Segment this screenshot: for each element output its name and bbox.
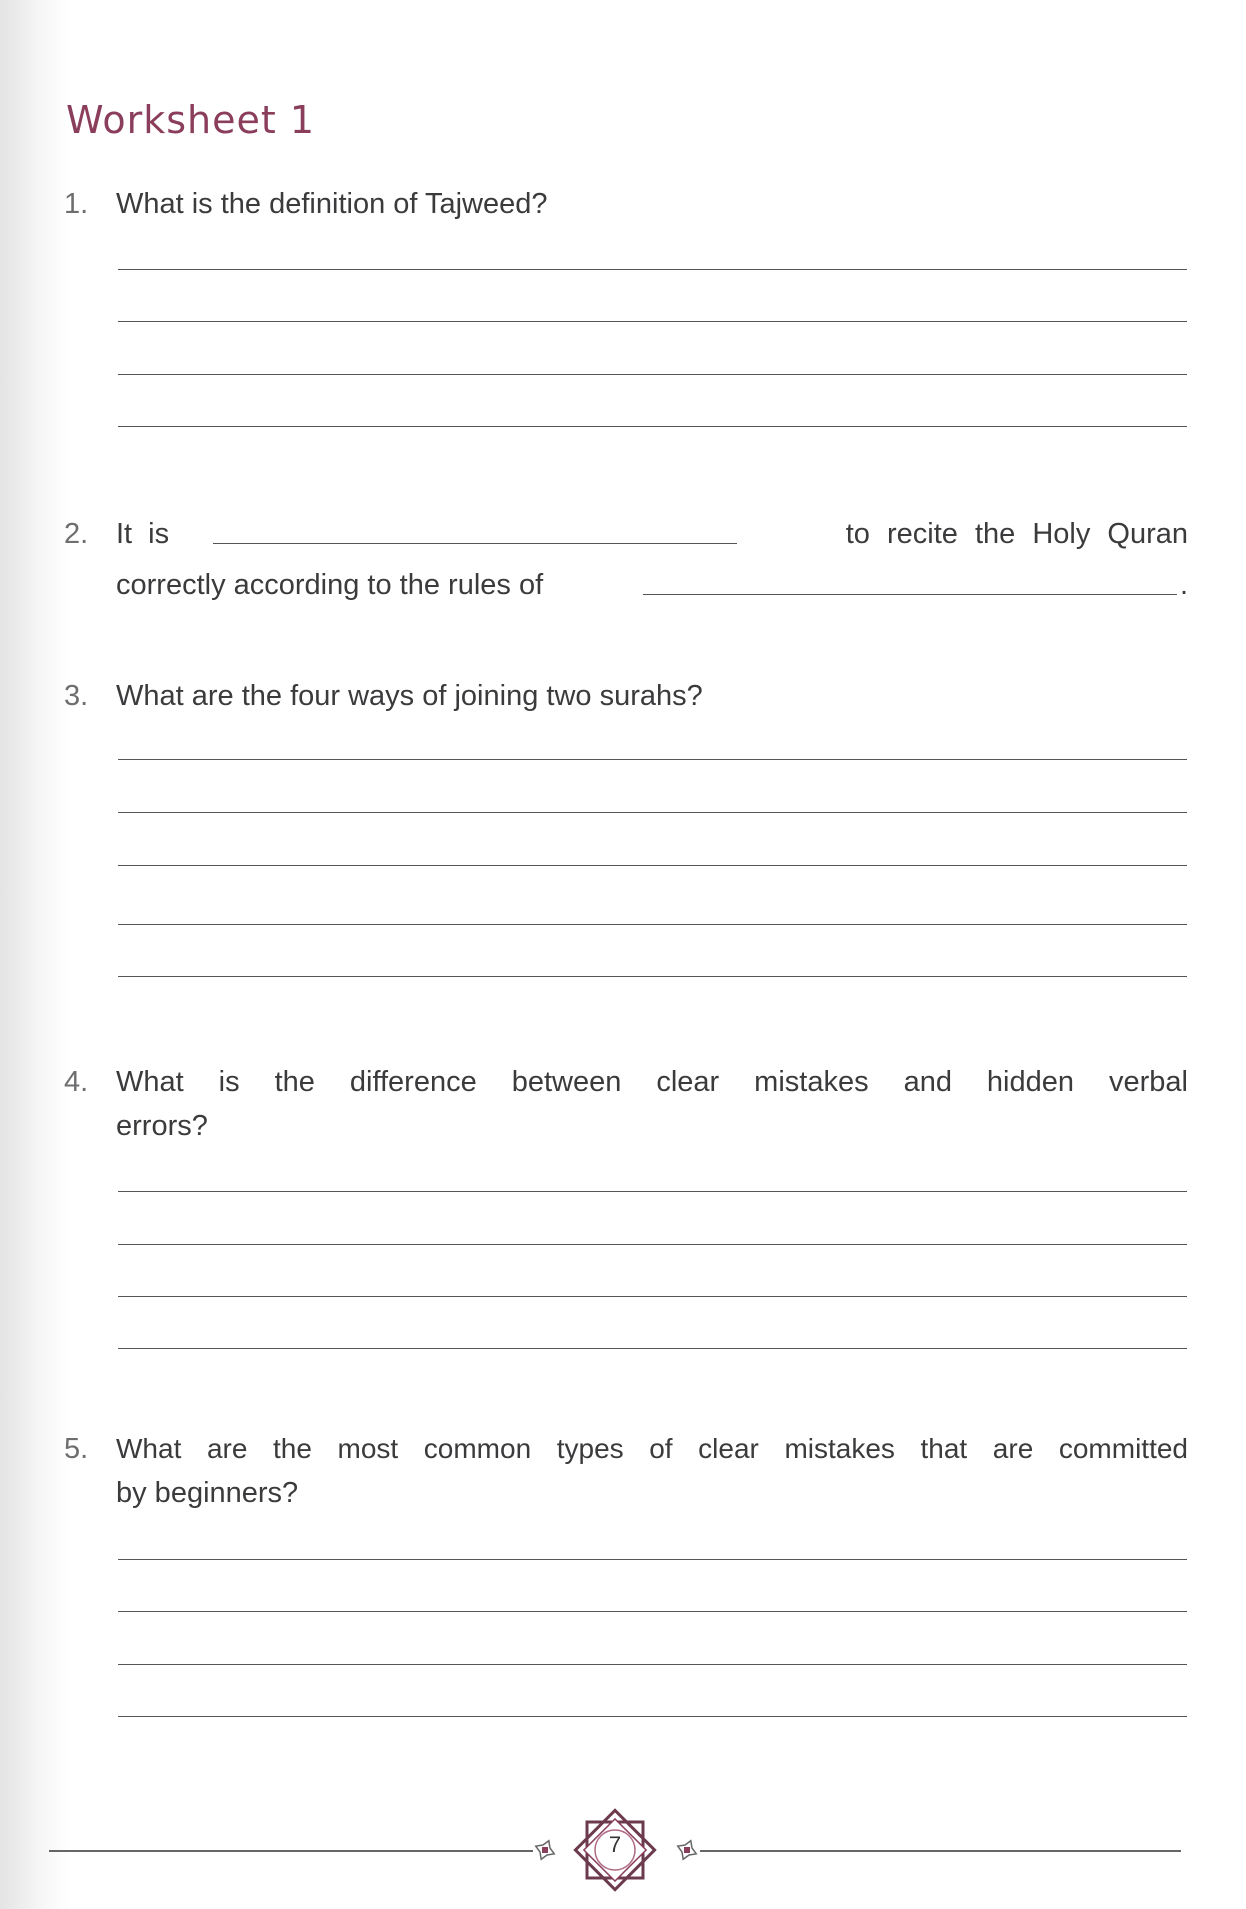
small-star-ornament-icon <box>672 1835 702 1865</box>
answer-line[interactable] <box>118 374 1187 375</box>
fill-blank-2[interactable] <box>643 593 1177 595</box>
question-text: . <box>1179 569 1188 601</box>
question-number: 1. <box>64 188 89 220</box>
answer-line[interactable] <box>118 1716 1187 1717</box>
answer-line[interactable] <box>118 1296 1187 1297</box>
answer-line[interactable] <box>118 1559 1187 1560</box>
answer-line[interactable] <box>118 1191 1187 1192</box>
question-number: 5. <box>64 1433 89 1465</box>
answer-line[interactable] <box>118 924 1187 925</box>
question-text: What is the difference between clear mistakes and hidden verbal <box>116 1066 1188 1098</box>
answer-line[interactable] <box>118 812 1187 813</box>
answer-line[interactable] <box>118 865 1187 866</box>
small-star-ornament-icon <box>530 1835 560 1865</box>
answer-line[interactable] <box>118 1244 1187 1245</box>
question-number: 4. <box>64 1066 89 1098</box>
footer-rule-left <box>49 1850 533 1852</box>
answer-line[interactable] <box>118 759 1187 760</box>
page-number: 7 <box>608 1832 622 1857</box>
answer-line[interactable] <box>118 1348 1187 1349</box>
question-text: correctly according to the rules of <box>116 569 544 601</box>
footer-rule-right <box>700 1850 1181 1852</box>
page-binding-shadow <box>0 0 70 1909</box>
answer-line[interactable] <box>118 1664 1187 1665</box>
question-text: to recite the Holy Quran <box>845 518 1188 550</box>
answer-line[interactable] <box>118 321 1187 322</box>
question-text: by beginners? <box>116 1477 299 1509</box>
page-title: Worksheet 1 <box>66 98 316 142</box>
answer-line[interactable] <box>118 269 1187 270</box>
question-text: It is <box>116 518 170 550</box>
answer-line[interactable] <box>118 426 1187 427</box>
question-text: What are the most common types of clear mistakes that are committed <box>116 1433 1188 1464</box>
fill-blank-1[interactable] <box>213 542 737 544</box>
question-number: 3. <box>64 680 89 712</box>
question-text: What are the four ways of joining two surahs? <box>116 680 703 712</box>
question-text: What is the definition of Tajweed? <box>116 188 548 220</box>
answer-line[interactable] <box>118 976 1187 977</box>
question-number: 2. <box>64 518 89 550</box>
answer-line[interactable] <box>118 1611 1187 1612</box>
question-text: errors? <box>116 1110 208 1142</box>
